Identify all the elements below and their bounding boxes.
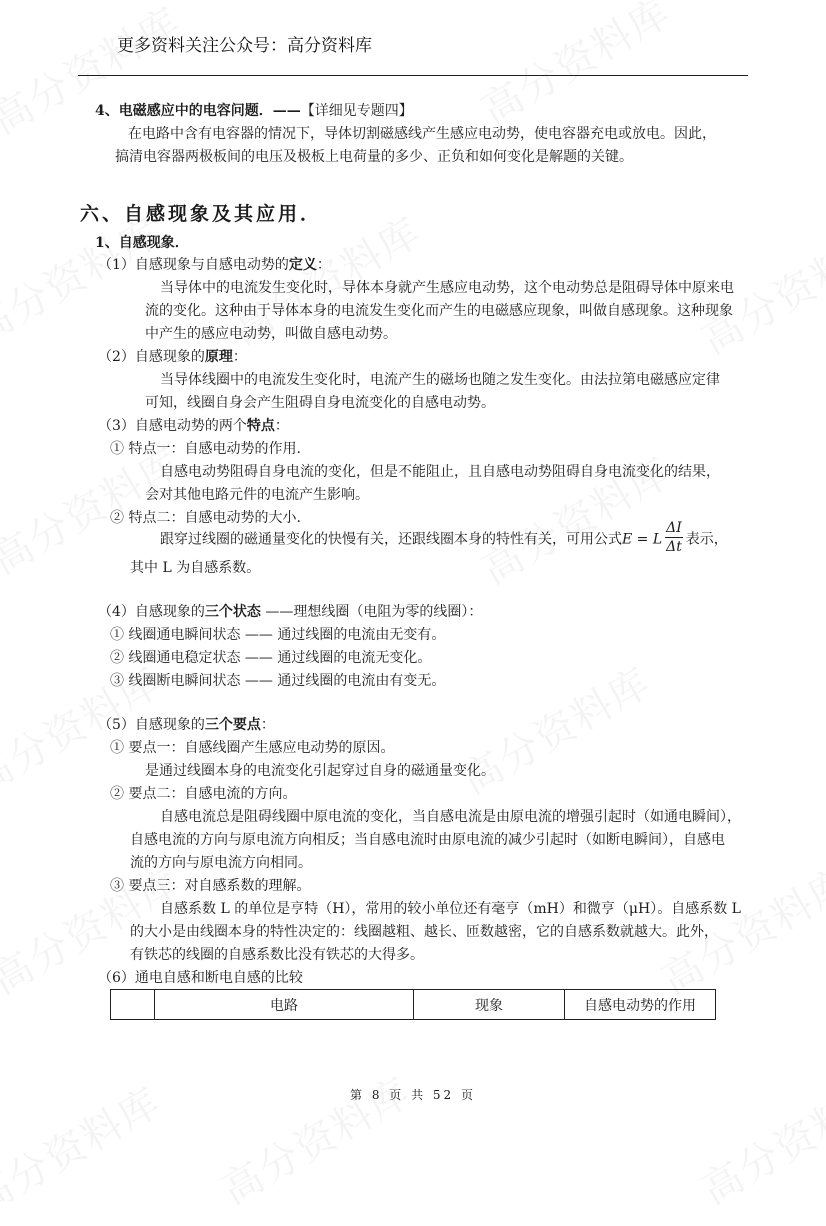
p3-formula-line (160, 521, 728, 558)
p5-point2-line: 自感电流总是阻碍线圈中原电流的变化，当自感电流是由原电流的增强引起时（如通电瞬间）， (160, 809, 741, 825)
p6-heading: （6）通电自感和断电自感的比较 (98, 970, 303, 986)
p3-head-bold: 特点 (246, 418, 275, 434)
p1-head-bold: 定义 (288, 257, 317, 273)
section-title: 六、自感现象及其应用． (80, 203, 323, 225)
p1-line: 流的变化。这种由于导体本身的电流发生变化而产生的电磁感应现象，叫做自感现象。这种现象 (145, 303, 733, 319)
formula-den: Δt (666, 539, 682, 555)
p1-heading (98, 257, 331, 273)
p5-point3-line: 有铁芯的线圈的自感系数比没有铁芯的大得多。 (130, 947, 424, 963)
p5-point3-line: 自感系数 L 的单位是亨特（H），常用的较小单位还有毫亨（mH）和微亨（μH）。自感系数 L (160, 901, 741, 917)
formula-pre: 跟穿过线圈的磁通量变化的快慢有关，还跟线圈本身的特性有关，可用公式 (160, 531, 622, 548)
p5-head-end: ： (260, 717, 275, 733)
item4-line: 搞清电容器两极板间的电压及极板上电荷量的多少、正负和如何变化是解题的关键。 (115, 149, 633, 165)
p3-heading (98, 418, 289, 434)
item4-line: 在电路中含有电容器的情况下，导体切割磁感线产生感应电动势，使电容器充电或放电。因此， (128, 126, 716, 142)
p5-point2-line: 自感电流的方向与原电流方向相反；当自感电流时由原电流的减少引起时（如断电瞬间），自感电 (130, 832, 725, 848)
table-header-row (111, 990, 716, 1020)
p3-point2: ② 特点二：自感电动势的大小. (110, 510, 301, 526)
formula-tail: 其中 L 为自感系数。 (130, 560, 261, 576)
page-footer: 第 8 页 共 52 页 (350, 1088, 476, 1102)
sub1-title: 1、自感现象． (95, 235, 189, 251)
p3-head: （3）自感电动势的两个 (98, 418, 247, 434)
p4-head-end: ——理想线圈（电阻为零的线圈）： (260, 604, 483, 620)
p4-item: ① 线圈通电瞬间状态 —— 通过线圈的电流由无变有。 (110, 627, 446, 643)
p5-point1: ① 要点一：自感线圈产生感应电动势的原因。 (110, 740, 395, 756)
page-header: 更多资料关注公众号：高分资料库 (117, 36, 372, 56)
watermark (0, 0, 190, 146)
item4-label: 4、电磁感应中的电容问题．—— (95, 103, 301, 119)
p4-item: ② 线圈通电稳定状态 —— 通过线圈的电流无变化。 (110, 650, 432, 666)
watermark (470, 0, 680, 136)
formula-post: 表示， (685, 531, 728, 548)
p5-point2: ② 要点二：自感电流的方向。 (110, 786, 297, 802)
p3-point1-line: 自感电动势阻碍自身电流的变化，但是不能阻止，且自感电动势阻碍自身电流变化的结果， (160, 464, 720, 480)
table-header-cell: 自感电动势的作用 (565, 990, 716, 1020)
p5-point1-line: 是通过线圈本身的电流变化引起穿过自身的磁通量变化。 (145, 763, 495, 779)
p3-point1-line: 会对其他电路元件的电流产生影响。 (145, 487, 369, 503)
p5-point3: ③ 要点三：对自感系数的理解。 (110, 878, 311, 894)
p3-point1: ① 特点一：自感电动势的作用. (110, 441, 301, 457)
p4-head: （4）自感现象的 (98, 604, 205, 620)
p2-head-end: ： (232, 349, 247, 365)
watermark (450, 651, 660, 805)
item4-ref: 【详细见专题四】 (300, 103, 413, 119)
table-header-cell: 电路 (155, 990, 414, 1020)
p2-line: 当导体线圈中的电流发生变化时，电流产生的磁场也随之发生变化。由法拉第电磁感应定律 (160, 372, 720, 388)
p5-heading (98, 717, 275, 733)
p1-head: （1）自感现象与自感电动势的 (98, 257, 289, 273)
p2-heading (98, 349, 247, 365)
formula-fraction (665, 519, 683, 556)
comparison-table (110, 989, 716, 1020)
p3-head-end: ： (274, 418, 289, 434)
p2-line: 可知，线圈自身会产生阻碍自身电流变化的自感电动势。 (145, 395, 495, 411)
formula-num: ΔI (666, 520, 682, 536)
p4-head-bold: 三个状态 (204, 604, 261, 620)
header-rule (78, 75, 748, 76)
formula-lhs: E = L (622, 531, 663, 548)
p5-head: （5）自感现象的 (98, 717, 205, 733)
watermark (210, 1061, 420, 1215)
p5-head-bold: 三个要点 (204, 717, 261, 733)
p1-line: 中产生的感应电动势，叫做自感电动势。 (145, 326, 397, 342)
p4-item: ③ 线圈断电瞬间状态 —— 通过线圈的电流由有变无。 (110, 673, 446, 689)
watermark (690, 1061, 826, 1215)
p2-head-bold: 原理 (204, 349, 233, 365)
p4-heading (98, 604, 482, 620)
p5-point2-line: 流的方向与原电流方向相同。 (130, 855, 312, 871)
table-header-cell: 现象 (414, 990, 565, 1020)
p1-line: 当导体中的电流发生变化时，导体本身就产生感应电动势，这个电动势总是阻碍导体中原来电 (160, 280, 734, 296)
item4-heading (95, 103, 413, 119)
p5-point3-line: 的大小是由线圈本身的特性决定的：线圈越粗、越长、匝数越密，它的自感系数就越大。此外， (130, 924, 718, 940)
table-header-cell (111, 990, 155, 1020)
p1-head-end: ： (316, 257, 331, 273)
p2-head: （2）自感现象的 (98, 349, 205, 365)
